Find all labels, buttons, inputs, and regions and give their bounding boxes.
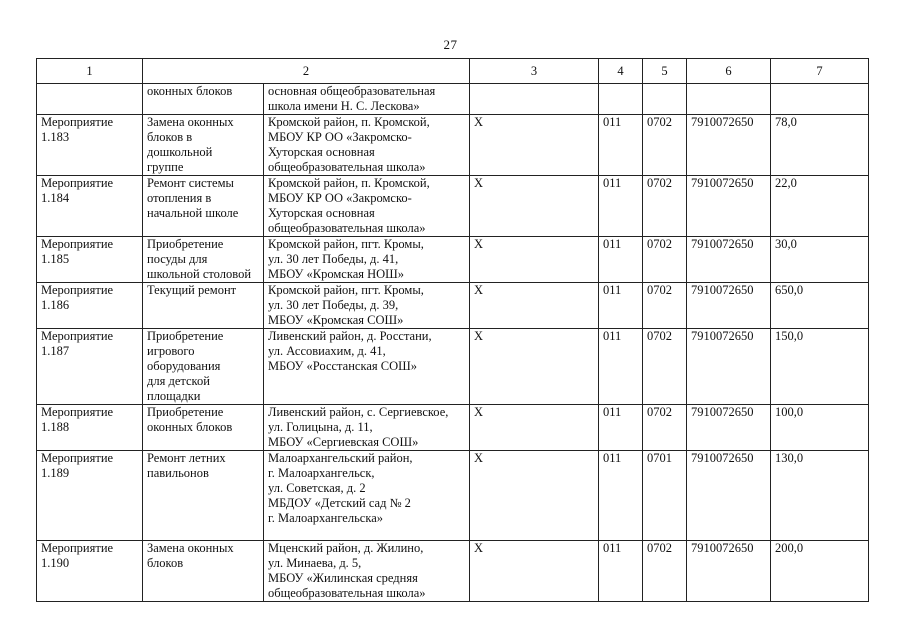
table-row	[37, 115, 869, 176]
cell-description: Ремонт летних павильонов	[143, 451, 264, 541]
cell-col-5: 0702	[643, 329, 687, 405]
cell-location: Малоархангельский район, г. Малоархангельск, ул. Советская, д. 2 МБДОУ «Детский сад № 2 г. Малоархангельска»	[264, 451, 470, 541]
cell-col-3: Х	[470, 329, 599, 405]
cell-col-7: 30,0	[771, 237, 869, 283]
cell-description: Приобретение посуды для школьной столовой	[143, 237, 264, 283]
table-row	[37, 451, 869, 541]
header-col-3: 3	[470, 59, 599, 84]
cell-col-3: Х	[470, 283, 599, 329]
table-row	[37, 283, 869, 329]
cell-description: Замена оконных блоков в дошкольной группе	[143, 115, 264, 176]
cell-col-5: 0702	[643, 283, 687, 329]
cell-col-7: 130,0	[771, 451, 869, 541]
cell-measure: Мероприятие 1.189	[37, 451, 143, 541]
cell-col-5: 0701	[643, 451, 687, 541]
cell-col-5: 0702	[643, 237, 687, 283]
cell-location: Ливенский район, д. Росстани, ул. Ассовиахим, д. 41, МБОУ «Росстанская СОШ»	[264, 329, 470, 405]
header-col-4: 4	[599, 59, 643, 84]
cell-col-6	[687, 84, 771, 115]
header-col-1: 1	[37, 59, 143, 84]
table-row	[37, 329, 869, 405]
cell-col-7: 22,0	[771, 176, 869, 237]
cell-col-3: Х	[470, 237, 599, 283]
cell-col-4: 011	[599, 405, 643, 451]
cell-location: Кромской район, пгт. Кромы, ул. 30 лет Победы, д. 39, МБОУ «Кромская СОШ»	[264, 283, 470, 329]
cell-col-3	[470, 84, 599, 115]
cell-col-4: 011	[599, 329, 643, 405]
cell-col-6: 7910072650	[687, 237, 771, 283]
cell-col-5: 0702	[643, 176, 687, 237]
cell-location: Кромской район, п. Кромской, МБОУ КР ОО «Закромско- Хуторская основная общеобразовательная школа»	[264, 115, 470, 176]
cell-col-3: Х	[470, 541, 599, 602]
table-row	[37, 237, 869, 283]
cell-col-5	[643, 84, 687, 115]
cell-col-4	[599, 84, 643, 115]
cell-location: основная общеобразовательная школа имени Н. С. Лескова»	[264, 84, 470, 115]
cell-measure: Мероприятие 1.188	[37, 405, 143, 451]
page-number: 27	[443, 37, 458, 52]
cell-description: Приобретение игрового оборудования для детской площадки	[143, 329, 264, 405]
cell-col-4: 011	[599, 115, 643, 176]
cell-description: Замена оконных блоков	[143, 541, 264, 602]
cell-measure: Мероприятие 1.186	[37, 283, 143, 329]
cell-col-5: 0702	[643, 541, 687, 602]
cell-col-4: 011	[599, 176, 643, 237]
cell-col-5: 0702	[643, 115, 687, 176]
cell-col-7: 200,0	[771, 541, 869, 602]
header-col-2: 2	[143, 59, 470, 84]
table-row	[37, 405, 869, 451]
cell-col-3: Х	[470, 451, 599, 541]
cell-description: Приобретение оконных блоков	[143, 405, 264, 451]
cell-col-7: 650,0	[771, 283, 869, 329]
cell-measure: Мероприятие 1.185	[37, 237, 143, 283]
cell-measure: Мероприятие 1.187	[37, 329, 143, 405]
header-col-6: 6	[687, 59, 771, 84]
cell-location: Ливенский район, с. Сергиевское, ул. Голицына, д. 11, МБОУ «Сергиевская СОШ»	[264, 405, 470, 451]
cell-measure	[37, 84, 143, 115]
cell-location: Кромской район, пгт. Кромы, ул. 30 лет Победы, д. 41, МБОУ «Кромская НОШ»	[264, 237, 470, 283]
cell-col-3: Х	[470, 176, 599, 237]
header-col-7: 7	[771, 59, 869, 84]
cell-col-6: 7910072650	[687, 329, 771, 405]
cell-col-4: 011	[599, 541, 643, 602]
cell-col-3: Х	[470, 115, 599, 176]
cell-col-4: 011	[599, 451, 643, 541]
cell-col-6: 7910072650	[687, 405, 771, 451]
cell-col-4: 011	[599, 237, 643, 283]
cell-col-6: 7910072650	[687, 451, 771, 541]
cell-col-3: Х	[470, 405, 599, 451]
cell-col-7	[771, 84, 869, 115]
cell-col-6: 7910072650	[687, 115, 771, 176]
cell-col-4: 011	[599, 283, 643, 329]
cell-location: Мценский район, д. Жилино, ул. Минаева, д. 5, МБОУ «Жилинская средняя общеобразовательная школа»	[264, 541, 470, 602]
measures-table	[36, 58, 869, 602]
cell-description: Текущий ремонт	[143, 283, 264, 329]
cell-col-6: 7910072650	[687, 176, 771, 237]
table-row	[37, 176, 869, 237]
cell-measure: Мероприятие 1.184	[37, 176, 143, 237]
cell-col-5: 0702	[643, 405, 687, 451]
cell-description: Ремонт системы отопления в начальной школе	[143, 176, 264, 237]
cell-col-6: 7910072650	[687, 541, 771, 602]
cell-location: Кромской район, п. Кромской, МБОУ КР ОО «Закромско- Хуторская основная общеобразовательная школа»	[264, 176, 470, 237]
table-row	[37, 541, 869, 602]
table-row-continuation	[37, 84, 869, 115]
cell-description: оконных блоков	[143, 84, 264, 115]
cell-measure: Мероприятие 1.190	[37, 541, 143, 602]
cell-col-7: 100,0	[771, 405, 869, 451]
cell-col-6: 7910072650	[687, 283, 771, 329]
header-col-5: 5	[643, 59, 687, 84]
cell-col-7: 150,0	[771, 329, 869, 405]
cell-col-7: 78,0	[771, 115, 869, 176]
cell-measure: Мероприятие 1.183	[37, 115, 143, 176]
header-row	[37, 59, 869, 84]
